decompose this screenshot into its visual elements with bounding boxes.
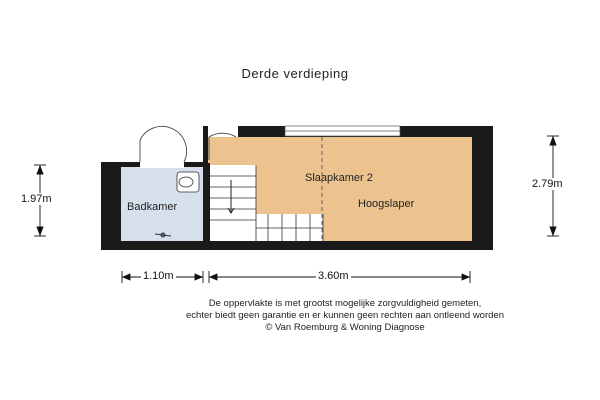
disclaimer-line-2: echter biedt geen garantie en er kunnen geen rechten aan ontleend worden [186,310,504,321]
left-height-label: 1.97m [21,193,52,205]
stair-lower [255,214,323,241]
window [285,126,400,136]
right-height-label: 2.79m [532,178,563,190]
stair-wall [207,163,210,241]
bathroom-door [140,126,187,168]
room-label-bedroom: Slaapkamer 2 [305,172,373,184]
disclaimer-line-3: © Van Roemburg & Woning Diagnose [265,322,425,333]
bottom-left-width-label: 1.10m [143,270,174,282]
bottom-right-width-label: 3.60m [318,270,349,282]
toilet-icon [177,172,199,192]
disclaimer-line-1: De oppervlakte is met grootst mogelijke zorgvuldigheid gemeten, [208,298,482,309]
room-label-bathroom: Badkamer [127,201,178,213]
room-label-loft: Hoogslaper [358,198,415,210]
floor-title: Derde verdieping [241,66,349,81]
disclaimer [0,298,600,334]
